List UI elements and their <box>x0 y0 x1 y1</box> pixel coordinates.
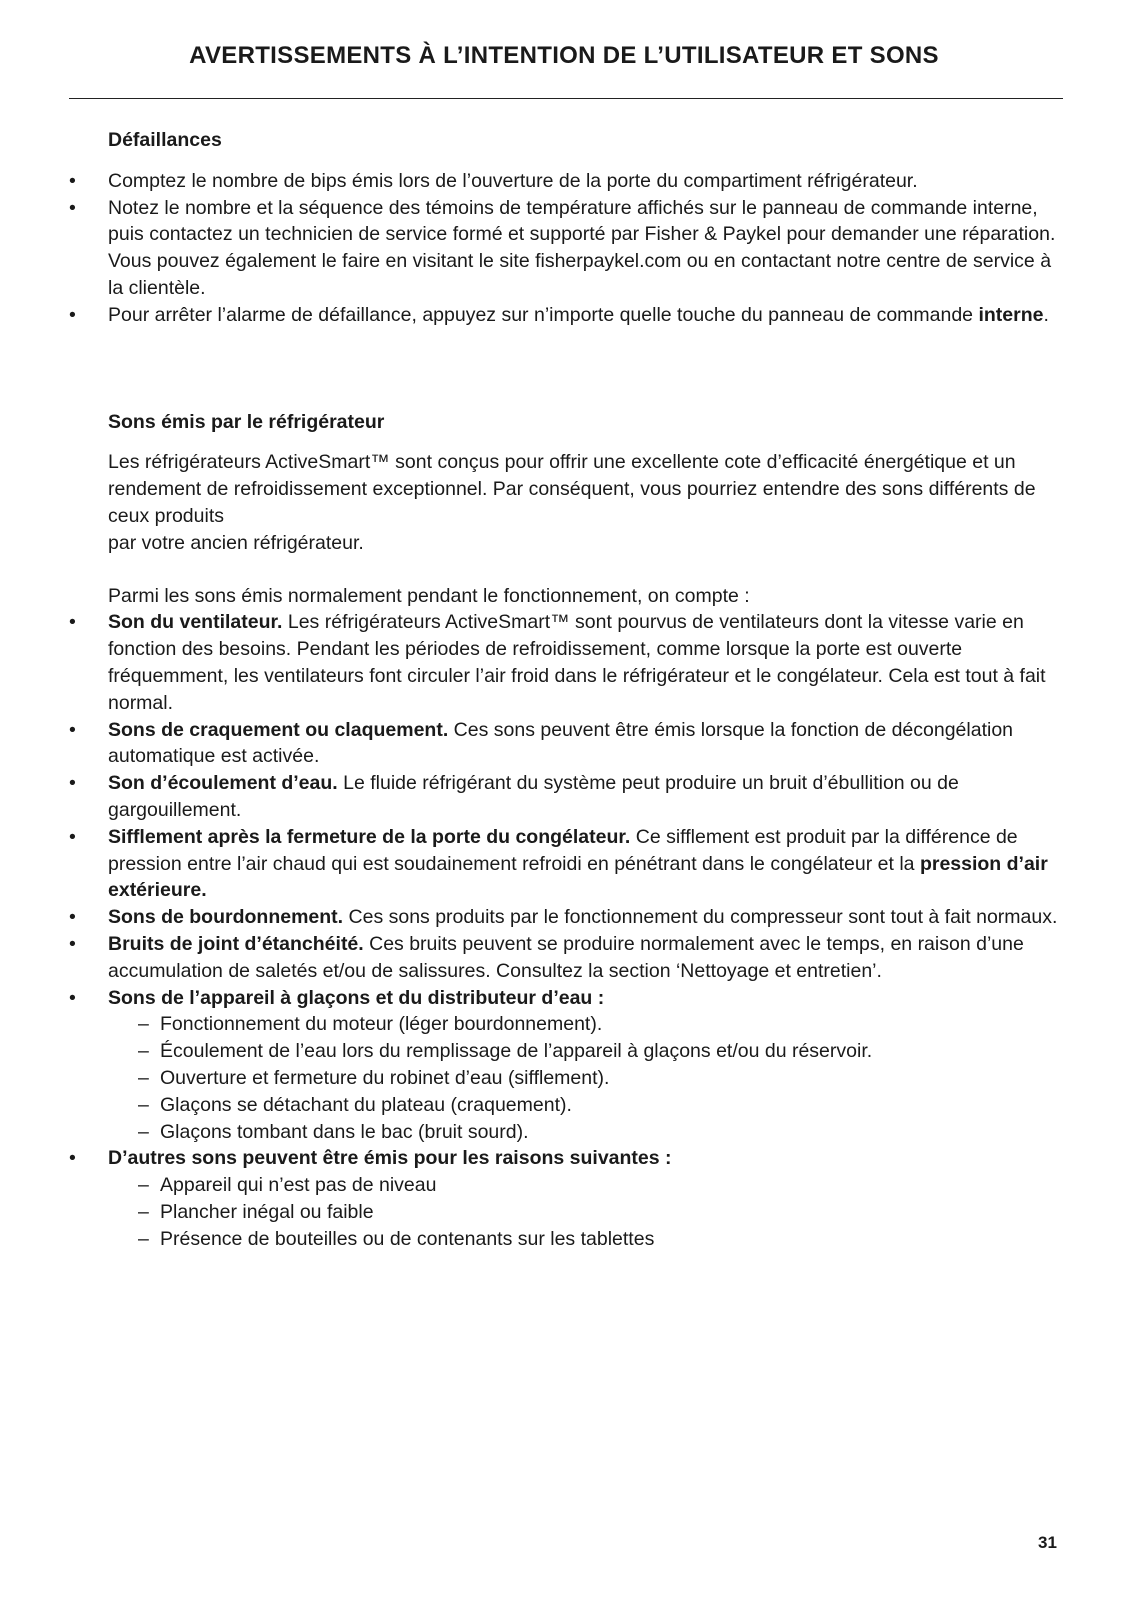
dash-icon: – <box>138 1093 149 1116</box>
sons-lead-in: Parmi les sons émis normalement pendant le fonctionnement, on compte : <box>108 584 750 607</box>
item-tail-end: . <box>1043 303 1049 326</box>
sub-list-item <box>138 1092 1063 1119</box>
sub-item-text: Appareil qui n’est pas de niveau <box>160 1174 437 1197</box>
item-label: D’autres sons peuvent être émis pour les raisons suivantes : <box>108 1147 672 1170</box>
bullet-icon: • <box>69 196 76 219</box>
list-item <box>69 717 1063 771</box>
sub-list-item <box>138 1119 1063 1146</box>
item-text: Pour arrêter l’alarme de défaillance, appuyez sur n’importe quelle touche du panneau de commande <box>108 303 979 326</box>
list-item <box>69 824 1063 904</box>
item-text: Ce sifflement est produit par la différence de pression entre l’air chaud qui est soudainement refroidi en pénétrant dans le congélateur et la <box>108 825 1018 875</box>
dash-icon: – <box>138 1174 149 1197</box>
spacer <box>69 329 1063 409</box>
section-heading-sons: Sons émis par le réfrigérateur <box>108 410 385 433</box>
sub-item-text: Fonctionnement du moteur (léger bourdonnement). <box>160 1013 603 1036</box>
item-label: Sons de craquement ou claquement. <box>108 718 449 741</box>
sub-item-text: Ouverture et fermeture du robinet d’eau (sifflement). <box>160 1066 610 1089</box>
sub-list-item <box>138 1226 1063 1253</box>
item-text: Ces sons peuvent être émis lorsque la fonction de décongélation automatique est activée. <box>108 718 1014 768</box>
page-number: 31 <box>1038 1533 1057 1552</box>
list-item <box>69 931 1063 985</box>
list-item <box>69 904 1063 931</box>
sub-list-item <box>138 1038 1063 1065</box>
dash-icon: – <box>138 1066 149 1089</box>
dash-icon: – <box>138 1120 149 1143</box>
ice-maker-sublist <box>108 1011 1063 1145</box>
dash-icon: – <box>138 1200 149 1223</box>
sub-list-item <box>138 1011 1063 1038</box>
sub-item-text: Présence de bouteilles ou de contenants sur les tablettes <box>160 1227 655 1250</box>
dash-icon: – <box>138 1040 149 1063</box>
bullet-icon: • <box>69 825 76 848</box>
item-label: Son d’écoulement d’eau. <box>108 772 338 795</box>
sub-item-text: Écoulement de l’eau lors du remplissage de l’appareil à glaçons et/ou du réservoir. <box>160 1040 873 1063</box>
bullet-icon: • <box>69 718 76 741</box>
list-item <box>69 1145 1063 1252</box>
page-title: AVERTISSEMENTS À L’INTENTION DE L’UTILISATEUR ET SONS <box>189 42 939 69</box>
list-item <box>69 302 1063 329</box>
sub-list-item <box>138 1199 1063 1226</box>
bullet-icon: • <box>69 611 76 634</box>
section-heading-defaillances: Défaillances <box>108 129 222 151</box>
item-label: Bruits de joint d’étanchéité. <box>108 932 364 955</box>
sons-list <box>69 609 1063 1252</box>
spacer <box>69 557 1063 583</box>
sub-item-text: Plancher inégal ou faible <box>160 1200 374 1223</box>
defaillances-list <box>69 168 1063 329</box>
spacer <box>69 154 1063 168</box>
item-label: Sifflement après la fermeture de la porte du congélateur. <box>108 825 631 848</box>
item-label: Sons de l’appareil à glaçons et du distributeur d’eau : <box>108 986 605 1009</box>
sons-intro <box>108 449 1063 556</box>
title-divider <box>69 98 1063 99</box>
list-item <box>69 168 1063 195</box>
list-item <box>69 195 1063 302</box>
sub-item-text: Glaçons se détachant du plateau (craquement). <box>160 1093 572 1116</box>
bullet-icon: • <box>69 986 76 1009</box>
intro-line: Les réfrigérateurs ActiveSmart™ sont conçus pour offrir une excellente cote d’efficacité énergétique et un rendement de refroidissement exceptionnel. Par conséquent, vous pourriez entendre des sons différents de ceux produits <box>108 451 1036 527</box>
item-bold-tail: pression d’air extérieure. <box>108 852 1048 902</box>
list-item <box>69 609 1063 716</box>
item-text: Ces bruits peuvent se produire normalement avec le temps, en raison d’une accumulation de saletés et/ou de salissures. Consultez la section ‘Nettoyage et entretien’. <box>108 932 1024 982</box>
item-text: Le fluide réfrigérant du système peut produire un bruit d’ébullition ou de gargouillement. <box>108 772 959 821</box>
item-text: Comptez le nombre de bips émis lors de l’ouverture de la porte du compartiment réfrigérateur. <box>108 169 918 192</box>
item-text: Notez le nombre et la séquence des témoins de température affichés sur le panneau de commande interne, puis contactez un technicien de service formé et supporté par Fisher & Paykel pour demander une réparation. Vous pouvez également le faire en visitant le site fisherpaykel.com ou en contactant notre centre de service à la clientèle. <box>108 196 1056 299</box>
other-sounds-sublist <box>108 1172 1063 1252</box>
dash-icon: – <box>138 1227 149 1250</box>
dash-icon: – <box>138 1013 149 1036</box>
item-label: Son du ventilateur. <box>108 611 283 634</box>
bullet-icon: • <box>69 932 76 955</box>
main-content <box>69 127 1063 1252</box>
list-item <box>69 985 1063 1146</box>
item-text: Ces sons produits par le fonctionnement du compresseur sont tout à fait normaux. <box>343 906 1058 929</box>
spacer <box>69 435 1063 449</box>
bullet-icon: • <box>69 169 76 192</box>
bullet-icon: • <box>69 772 76 795</box>
sub-list-item <box>138 1065 1063 1092</box>
item-label: Sons de bourdonnement. <box>108 906 344 929</box>
bullet-icon: • <box>69 1147 76 1170</box>
sub-item-text: Glaçons tombant dans le bac (bruit sourd). <box>160 1120 529 1143</box>
bullet-icon: • <box>69 906 76 929</box>
intro-line: par votre ancien réfrigérateur. <box>108 531 364 554</box>
list-item <box>69 770 1063 824</box>
bullet-icon: • <box>69 303 76 326</box>
item-text: Les réfrigérateurs ActiveSmart™ sont pourvus de ventilateurs dont la vitesse varie en fonction des besoins. Pendant les périodes de refroidissement, comme lorsque la porte est ouverte fréquemment, les ventilateurs font circuler l’air froid dans le réfrigérateur et le congélateur. Cela est tout à fait normal. <box>108 611 1046 714</box>
sub-list-item <box>138 1172 1063 1199</box>
item-bold-tail: interne <box>978 303 1044 326</box>
